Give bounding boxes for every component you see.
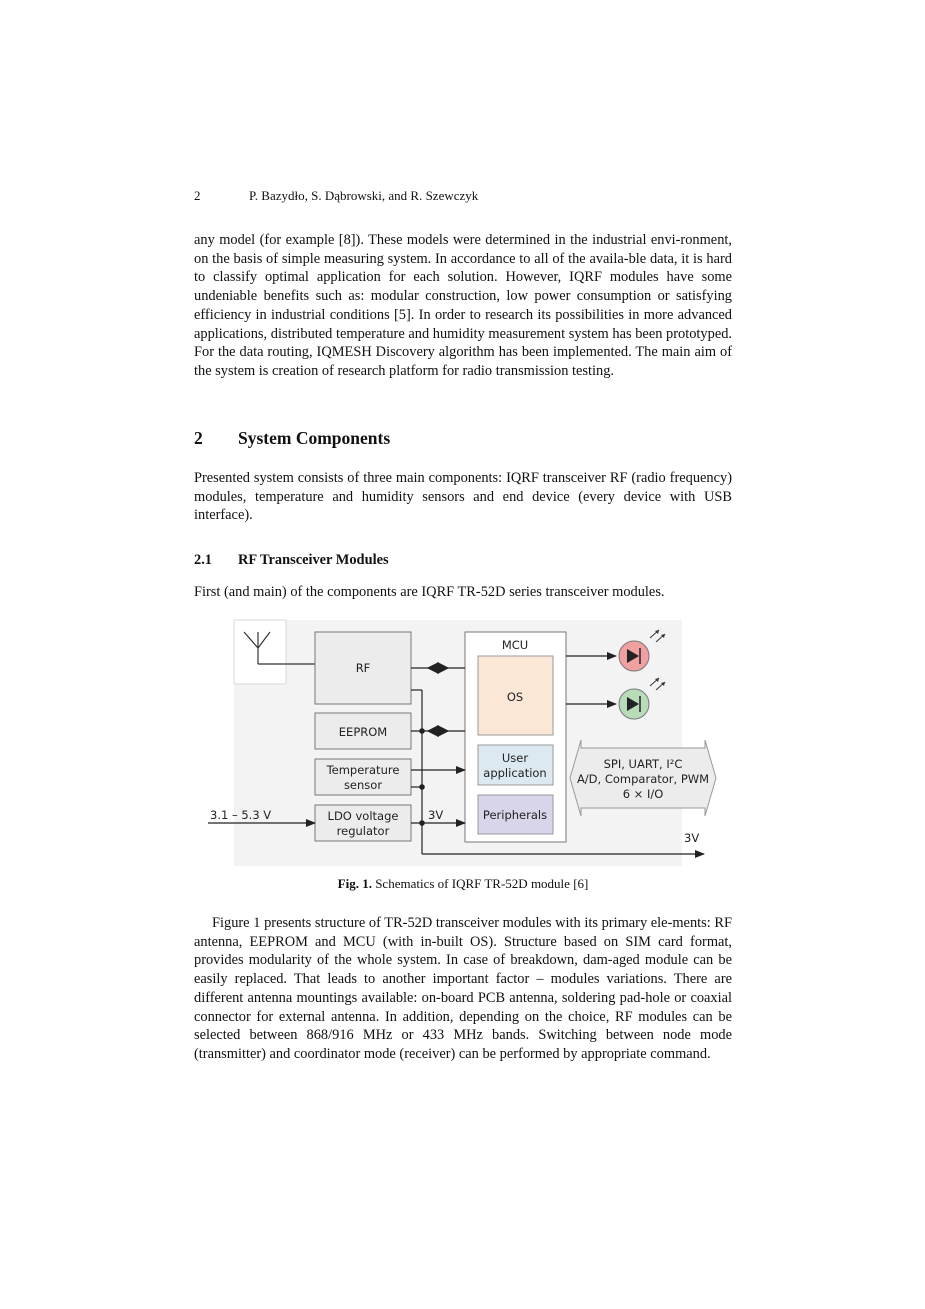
schematic-diagram [204, 618, 724, 868]
subsection-title: RF Transceiver Modules [238, 552, 389, 568]
user-application-label-line1: User [501, 751, 529, 765]
mcu-label: MCU [501, 638, 529, 652]
temperature-sensor-label-line1: Temperature [326, 763, 400, 777]
ldo-regulator-label-line1: LDO voltage [327, 809, 399, 823]
section-title: System Components [238, 428, 391, 448]
ldo-regulator-label-line2: regulator [336, 824, 390, 838]
eeprom-label: EEPROM [338, 725, 388, 739]
body-paragraph: Figure 1 presents structure of TR-52D transceiver modules with its primary ele-ments: RF antenna, EEPROM and MCU (with in-built OS). Structure based on SIM card format, provides modularity of the whole system. In case of breakdown, dam-aged module can be easily replaced. That leads to another important factor – modules variations. There are different antenna mountings available: on-board PCB antenna, soldering pad-hole or coaxial connector for external antenna. In addition, depending on the choice, RF modules can be selected between 868/916 MHz or 433 MHz bands. Switching between node mode (transmitter) and coordinator mode (receiver) can be performed by appropriate command. [194, 915, 732, 1062]
interfaces-label-line3: 6 × I/O [622, 787, 664, 801]
figure-schematic [204, 618, 724, 868]
figure-caption-text: Schematics of IQRF TR-52D module [6] [375, 876, 589, 891]
running-head [194, 188, 734, 204]
running-head-authors: P. Bazydło, S. Dąbrowski, and R. Szewczyk [249, 188, 479, 203]
rf-label: RF [355, 661, 371, 675]
output-voltage-label: 3V [684, 831, 700, 845]
input-voltage-label: 3.1 – 5.3 V [210, 808, 272, 822]
section-number: 2 [194, 428, 203, 448]
section-heading [194, 428, 390, 449]
figure-caption-label: Fig. 1. [337, 876, 372, 891]
peripherals-label: Peripherals [482, 808, 548, 822]
subsection-heading [194, 552, 389, 569]
interfaces-label-line2: A/D, Comparator, PWM [576, 772, 710, 786]
temperature-sensor-label-line2: sensor [343, 778, 383, 792]
interfaces-label-line1: SPI, UART, I²C [603, 757, 683, 771]
subsection-paragraph: First (and main) of the components are IQRF TR-52D series transceiver modules. [194, 584, 665, 600]
module-background [234, 620, 682, 866]
subsection-number: 2.1 [194, 552, 212, 568]
os-label: OS [506, 690, 524, 704]
intro-paragraph: any model (for example [8]). These models were determined in the industrial envi-ronment, on the basis of simple measuring system. In accordance to all of the availa-ble data, it is hard to classify optimal application for each solution. However, IQRF modules have some undeniable benefits such as: modular construction, low power consumption or satisfying efficiency in industrial conditions [5]. In order to research its possibilities in more advanced applications, distributed temperature and humidity measurement system has been prototyped. For the data routing, IQMESH Discovery algorithm has been implemented. The main aim of the system is creation of research platform for radio transmission testing. [194, 232, 732, 379]
page-number: 2 [194, 188, 201, 203]
internal-voltage-label: 3V [428, 808, 444, 822]
figure-caption [194, 876, 732, 892]
user-application-label-line2: application [483, 766, 547, 780]
section-paragraph: Presented system consists of three main components: IQRF transceiver RF (radio frequency) modules, temperature and humidity sensors and end device (every device with USB interface). [194, 470, 732, 524]
